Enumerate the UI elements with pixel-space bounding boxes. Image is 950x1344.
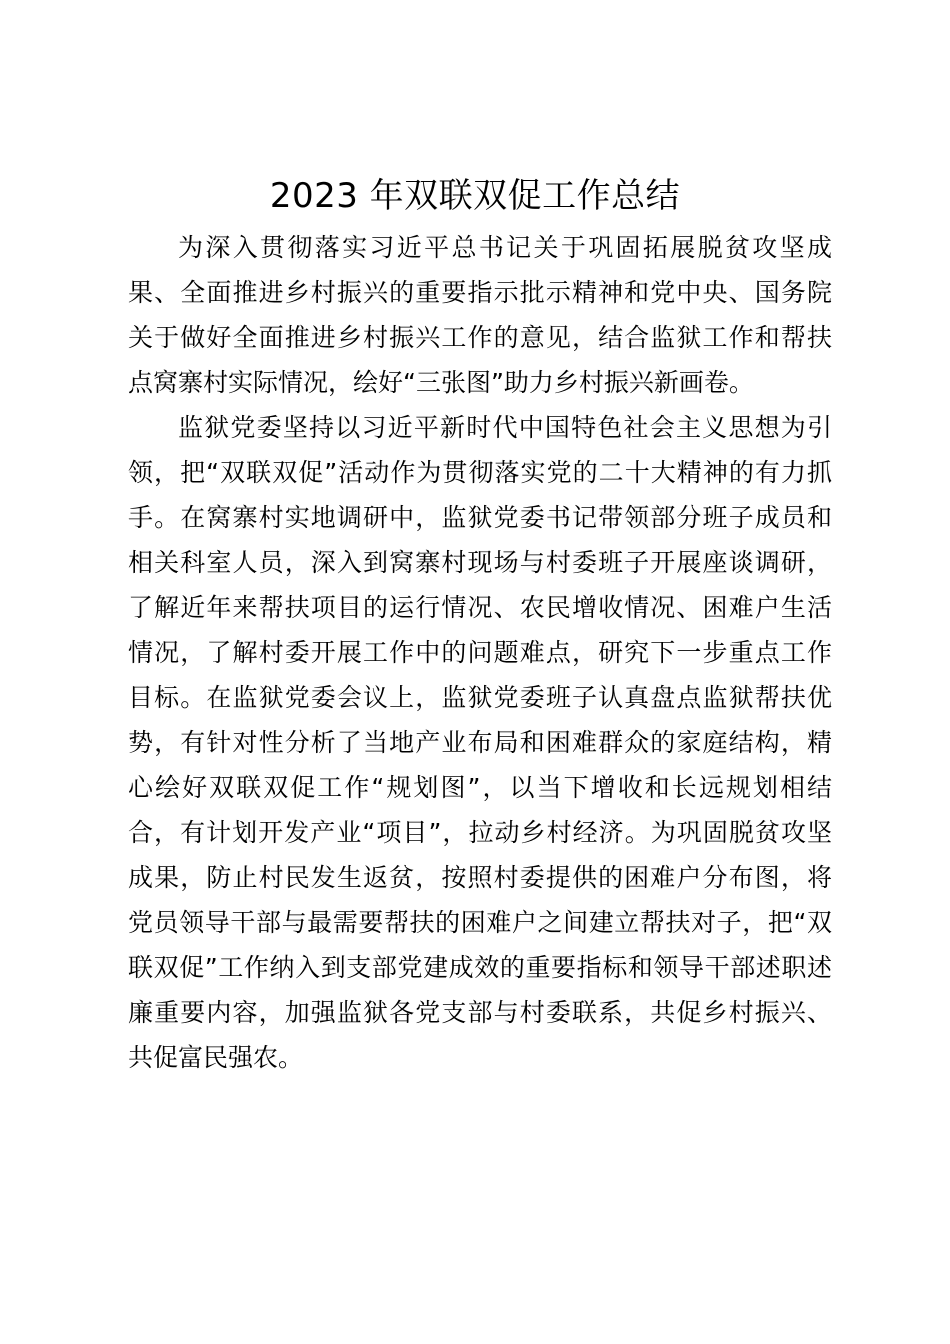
paragraph-line: 共促富民强农。 (128, 1043, 304, 1072)
paragraph-line: 点窝寨村实际情况，绘好“三张图”助力乡村振兴新画卷。 (128, 368, 754, 397)
paragraph-line: 势，有针对性分析了当地产业布局和困难群众的家庭结构，精 (128, 728, 832, 757)
paragraph-line: 联双促”工作纳入到支部党建成效的重要指标和领导干部述职述 (128, 953, 832, 982)
paragraph-line: 目标。在监狱党委会议上，监狱党委班子认真盘点监狱帮扶优 (128, 683, 832, 712)
paragraph-line: 为深入贯彻落实习近平总书记关于巩固拓展脱贫攻坚成 (178, 233, 832, 262)
paragraph-line: 合，有计划开发产业“项目”，拉动乡村经济。为巩固脱贫攻坚 (128, 818, 832, 847)
paragraph-line: 情况，了解村委开展工作中的问题难点，研究下一步重点工作 (128, 638, 832, 667)
paragraph-line: 了解近年来帮扶项目的运行情况、农民增收情况、困难户生活 (128, 593, 832, 622)
paragraph-line: 心绘好双联双促工作“规划图”，以当下增收和长远规划相结 (128, 773, 832, 802)
document-body (128, 225, 832, 1080)
document-title: 2023 年双联双促工作总结 (269, 176, 681, 216)
paragraph-line: 果、全面推进乡村振兴的重要指示批示精神和党中央、国务院 (128, 278, 832, 307)
paragraph-line: 党员领导干部与最需要帮扶的困难户之间建立帮扶对子，把“双 (128, 908, 832, 937)
paragraph-line: 成果，防止村民发生返贫，按照村委提供的困难户分布图，将 (128, 863, 832, 892)
paragraph-line: 相关科室人员，深入到窝寨村现场与村委班子开展座谈调研， (128, 548, 832, 577)
paragraph-line: 领，把“双联双促”活动作为贯彻落实党的二十大精神的有力抓 (128, 458, 832, 487)
paragraph-1 (128, 225, 832, 405)
paragraph-line: 廉重要内容，加强监狱各党支部与村委联系，共促乡村振兴、 (128, 998, 832, 1027)
paragraph-line: 监狱党委坚持以习近平新时代中国特色社会主义思想为引 (178, 413, 832, 442)
paragraph-line: 手。在窝寨村实地调研中，监狱党委书记带领部分班子成员和 (128, 503, 832, 532)
paragraph-2 (128, 405, 832, 1080)
paragraph-line: 关于做好全面推进乡村振兴工作的意见，结合监狱工作和帮扶 (128, 323, 832, 352)
